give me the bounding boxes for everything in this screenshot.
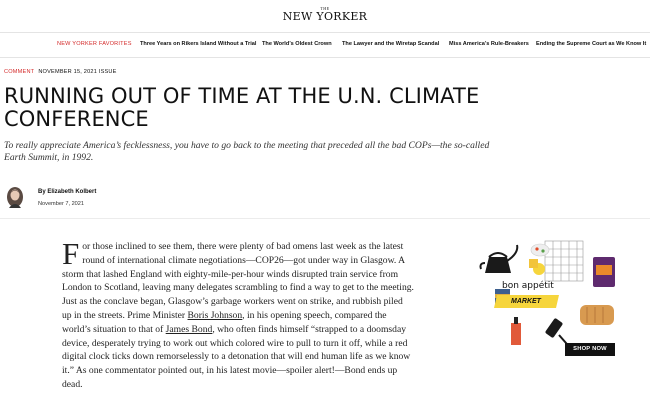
nav-favorites-label[interactable]: NEW YORKER FAVORITES — [57, 41, 132, 47]
nav-item-supreme-court[interactable]: Ending the Supreme Court as We Know It — [536, 41, 647, 47]
article-meta — [4, 69, 117, 75]
nav-item-wiretap[interactable]: The Lawyer and the Wiretap Scandal — [342, 41, 440, 47]
kettle-icon — [481, 245, 518, 273]
snack-bag-icon — [593, 257, 615, 287]
ad-brand: bon appétit — [502, 281, 554, 291]
article-dek: To really appreciate America’s fecklessness, you have to go back to the meeting that preceded all the bad COPs—the so-called Earth Summit, in 1992. — [4, 140, 490, 163]
bottle-icon — [511, 317, 521, 345]
publish-date: November 7, 2021 — [38, 201, 85, 207]
author-byline[interactable]: By Elizabeth Kolbert — [38, 189, 97, 195]
nav-item-oldest-crown[interactable]: The World’s Oldest Crown — [262, 41, 332, 47]
lemon-icon — [529, 259, 545, 275]
logo-name: NEW YORKER — [282, 10, 368, 23]
bon-appetit-ad[interactable] — [477, 239, 627, 359]
rubric-link[interactable]: COMMENT — [4, 69, 35, 75]
shop-now-button[interactable]: SHOP NOW — [565, 343, 615, 356]
article-headline: RUNNING OUT OF TIME AT THE U.N. CLIMATE CONFERENCE — [4, 84, 480, 131]
author-avatar[interactable] — [6, 186, 24, 208]
cooling-rack-icon — [545, 241, 583, 281]
new-yorker-logo[interactable] — [0, 6, 650, 23]
body-text-1: or those inclined to see them, there were plenty of bad omens last week as the latest round of international climate negotiations—COP26—got under way in Glasgow. A storm that lashed England with eighty-mile-per-hour winds disrupted train service from London to Scotland, leaving many delegates scrambling to find a way to get to the meeting. Just as the conclave began, Glasgow’s garbage workers went on strike, and rubbish piled up in the streets. Prime Minister — [62, 241, 414, 321]
logo-prefix: THE — [320, 6, 330, 11]
body-text-3: , who often finds himself “strapped to a doomsday device, desperately trying to work out which colored wire to pull to turn it off, while a red digital clock ticks down remorselessly to a detonation that will end human life as we know it.” As one commentator pointed out, in his latest movie—spoiler alert!—Bond ends up dead. — [62, 323, 411, 390]
boris-johnson-link[interactable]: Boris Johnson — [187, 309, 243, 321]
divider — [0, 218, 650, 219]
bread-icon — [580, 305, 614, 325]
article-body — [62, 236, 414, 392]
ad-market-label: MARKET — [511, 298, 541, 305]
nav-item-miss-america[interactable]: Miss America’s Rule-Breakers — [449, 41, 529, 47]
drop-cap: F — [62, 236, 80, 271]
site-header — [0, 0, 650, 33]
nav-item-rikers[interactable]: Three Years on Rikers Island Without a Trial — [140, 41, 257, 47]
pan-icon — [531, 244, 549, 256]
issue-link[interactable]: NOVEMBER 15, 2021 ISSUE — [38, 69, 117, 75]
favorites-nav — [0, 33, 650, 58]
james-bond-link[interactable]: James Bond — [165, 323, 213, 335]
body-text-2: , in his opening speech, compared the world’s situation to that of — [62, 309, 387, 335]
